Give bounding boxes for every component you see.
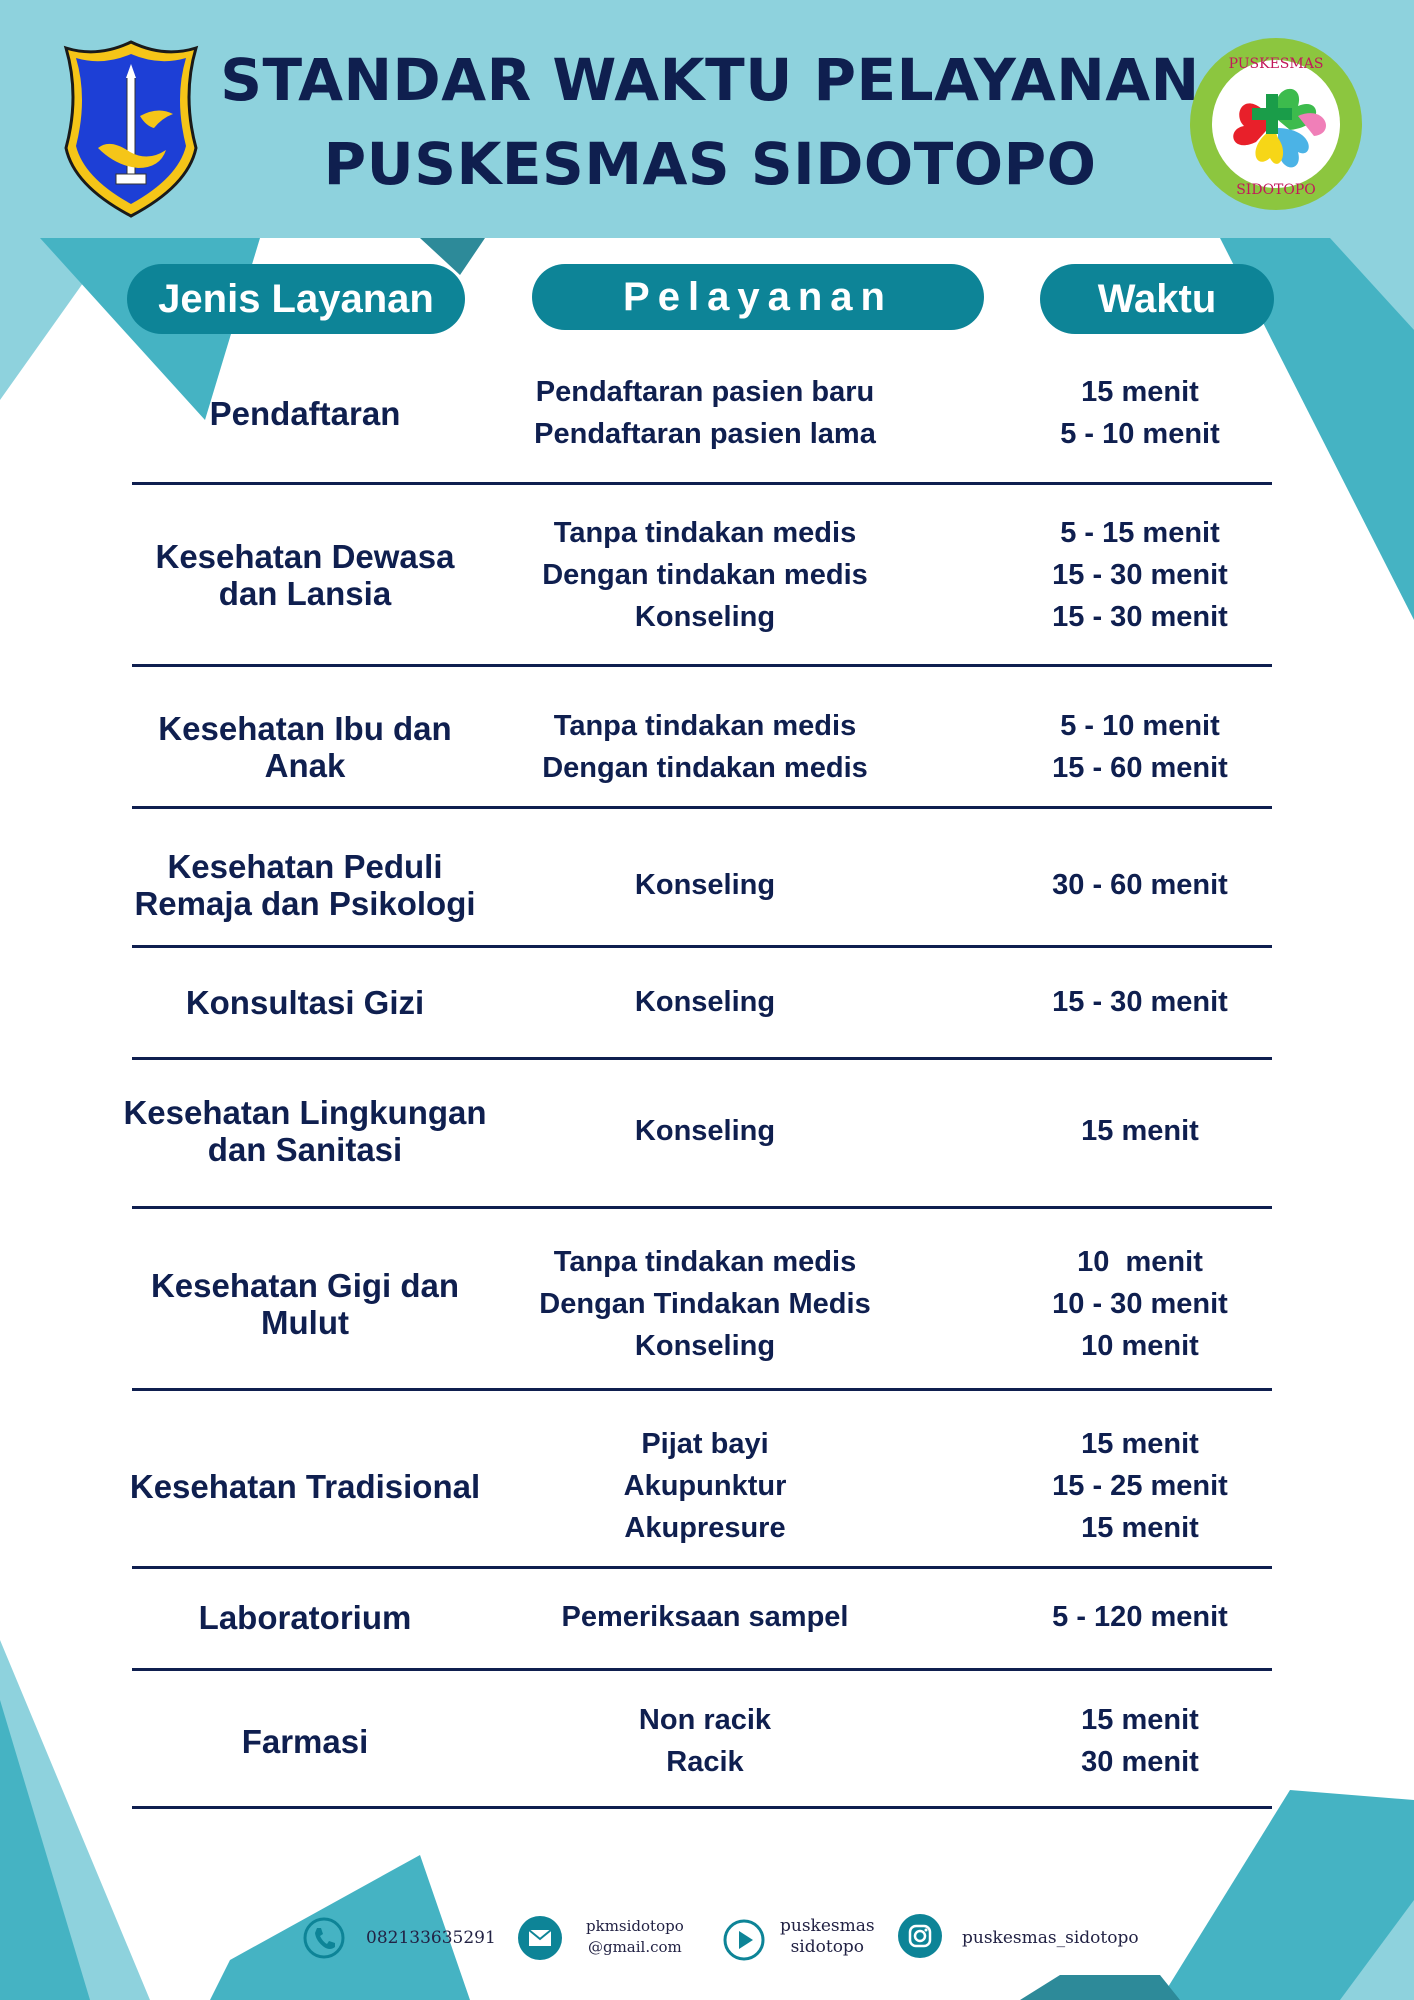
pelayanan-text: Tanpa tindakan medis <box>553 1246 857 1278</box>
pelayanan-text: Racik <box>666 1746 744 1778</box>
pelayanan-text: Akupresure <box>624 1512 786 1544</box>
cell-pelayanan <box>520 962 890 1042</box>
waktu-text: 10 - 30 menit <box>1052 1288 1228 1320</box>
cell-jenis <box>130 1586 480 1648</box>
table-row <box>130 1586 1272 1648</box>
cell-pelayanan <box>520 1586 890 1648</box>
pelayanan-text: Akupunktur <box>623 1470 787 1502</box>
jenis-text: Anak <box>264 747 346 784</box>
waktu-text: 5 - 15 menit <box>1060 517 1220 549</box>
pelayanan-text: Dengan tindakan medis <box>542 559 868 591</box>
table-row <box>130 682 1272 812</box>
email-line-2: @gmail.com <box>587 1938 682 1956</box>
pelayanan-text: Pijat bayi <box>641 1428 769 1460</box>
title-line-2: PUSKESMAS SIDOTOPO <box>323 130 1097 198</box>
pelayanan-text: Tanpa tindakan medis <box>553 710 857 742</box>
waktu-text: 15 menit <box>1081 1512 1199 1544</box>
waktu-text: 30 - 60 menit <box>1052 869 1228 901</box>
cell-waktu <box>1008 962 1272 1042</box>
pelayanan-text: Konseling <box>634 986 776 1018</box>
jenis-text: Kesehatan Gigi dan <box>150 1267 460 1304</box>
cell-waktu <box>1008 682 1272 812</box>
row-divider <box>132 664 1272 667</box>
youtube-line-1: puskesmas <box>780 1916 875 1936</box>
jenis-text: Kesehatan Dewasa <box>155 538 455 575</box>
email-icon[interactable] <box>518 1916 562 1960</box>
instagram-icon[interactable] <box>898 1914 942 1958</box>
jenis-text: Farmasi <box>241 1722 369 1760</box>
row-divider <box>132 1566 1272 1569</box>
column-header-waktu: Waktu <box>1040 264 1274 334</box>
jenis-text: dan Sanitasi <box>207 1131 403 1168</box>
cell-jenis <box>130 362 480 464</box>
youtube-channel[interactable] <box>780 1916 875 1958</box>
jenis-text: Kesehatan Peduli <box>167 848 443 885</box>
table-row <box>123 1076 1272 1186</box>
pelayanan-text: Konseling <box>634 869 776 901</box>
waktu-text: 15 menit <box>1081 376 1199 408</box>
jenis-text: dan Lansia <box>218 575 392 612</box>
cell-jenis <box>130 1686 480 1796</box>
row-divider <box>132 1206 1272 1209</box>
jenis-text: Mulut <box>261 1304 349 1341</box>
cell-pelayanan <box>520 362 890 464</box>
waktu-text: 15 menit <box>1081 1428 1199 1460</box>
phone-icon[interactable] <box>302 1916 346 1960</box>
pelayanan-text: Konseling <box>634 601 776 633</box>
cell-jenis <box>130 962 480 1042</box>
logo-text-bottom: SIDOTOPO <box>1236 182 1316 198</box>
waktu-text: 10 menit <box>1081 1330 1199 1362</box>
pelayanan-text: Tanpa tindakan medis <box>553 517 857 549</box>
waktu-text: 15 - 30 menit <box>1052 601 1228 633</box>
jenis-text: Kesehatan Tradisional <box>129 1467 481 1505</box>
cell-pelayanan <box>520 1406 890 1566</box>
instagram-handle[interactable]: puskesmas_sidotopo <box>962 1928 1139 1948</box>
cell-pelayanan <box>520 500 890 650</box>
table-row <box>130 500 1272 650</box>
waktu-text: 15 menit <box>1081 1704 1199 1736</box>
cell-jenis <box>123 1076 487 1186</box>
cell-waktu <box>1008 1076 1272 1186</box>
cell-waktu <box>1008 1224 1272 1384</box>
pelayanan-text: Pendaftaran pasien baru <box>535 376 875 408</box>
pelayanan-text: Non racik <box>638 1704 772 1736</box>
cell-jenis <box>130 682 480 812</box>
table-row <box>130 1224 1272 1384</box>
waktu-text: 15 - 60 menit <box>1052 752 1228 784</box>
column-header-pelayanan: Pelayanan <box>532 264 984 330</box>
cell-jenis <box>130 1224 480 1384</box>
cell-pelayanan <box>520 1686 890 1796</box>
pelayanan-text: Dengan tindakan medis <box>542 752 868 784</box>
waktu-text: 30 menit <box>1081 1746 1199 1778</box>
jenis-text: Konsultasi Gizi <box>185 983 425 1021</box>
cell-waktu <box>1008 1406 1272 1566</box>
table-row <box>130 1686 1272 1796</box>
waktu-text: 15 menit <box>1081 1115 1199 1147</box>
cell-jenis <box>130 500 480 650</box>
row-divider <box>132 1388 1272 1391</box>
cell-pelayanan <box>520 1076 890 1186</box>
email-line-1: pkmsidotopo <box>586 1917 684 1935</box>
cell-waktu <box>1008 1686 1272 1796</box>
waktu-text: 15 - 30 menit <box>1052 986 1228 1018</box>
waktu-text: 5 - 120 menit <box>1052 1601 1228 1633</box>
youtube-line-2: sidotopo <box>790 1937 865 1957</box>
waktu-text: 5 - 10 menit <box>1060 710 1220 742</box>
row-divider <box>132 1806 1272 1809</box>
cell-waktu <box>1008 362 1272 464</box>
jenis-text: Kesehatan Lingkungan <box>123 1094 487 1131</box>
pelayanan-text: Konseling <box>634 1330 776 1362</box>
table-row <box>130 962 1272 1042</box>
waktu-text: 10 menit <box>1077 1246 1203 1278</box>
cell-pelayanan <box>520 1224 890 1384</box>
row-divider <box>132 1668 1272 1671</box>
jenis-text: Pendaftaran <box>209 394 401 432</box>
table-row <box>130 826 1272 944</box>
waktu-text: 15 - 25 menit <box>1052 1470 1228 1502</box>
email-address[interactable] <box>586 1916 684 1958</box>
waktu-text: 15 - 30 menit <box>1052 559 1228 591</box>
pelayanan-text: Pendaftaran pasien lama <box>534 418 876 450</box>
column-header-jenis-layanan: Jenis Layanan <box>127 264 465 334</box>
pelayanan-text: Konseling <box>634 1115 776 1147</box>
row-divider <box>132 945 1272 948</box>
cell-waktu <box>1008 826 1272 944</box>
table-row <box>130 362 1272 464</box>
pelayanan-text: Dengan Tindakan Medis <box>539 1288 871 1320</box>
cell-jenis <box>130 826 480 944</box>
row-divider <box>132 1057 1272 1060</box>
youtube-play-icon[interactable] <box>722 1918 766 1962</box>
jenis-text: Laboratorium <box>198 1598 412 1636</box>
jenis-text: Kesehatan Ibu dan <box>158 710 452 747</box>
logo-text-top: PUSKESMAS <box>1228 56 1324 72</box>
table-row <box>130 1406 1272 1566</box>
cell-pelayanan <box>520 826 890 944</box>
waktu-text: 5 - 10 menit <box>1060 418 1220 450</box>
cell-jenis <box>130 1406 480 1566</box>
title-line-1: STANDAR WAKTU PELAYANAN <box>220 46 1200 114</box>
footer-contact <box>0 1900 1414 1970</box>
pelayanan-text: Pemeriksaan sampel <box>561 1601 849 1633</box>
row-divider <box>132 806 1272 809</box>
cell-waktu <box>1008 1586 1272 1648</box>
cell-pelayanan <box>520 682 890 812</box>
jenis-text: Remaja dan Psikologi <box>134 885 476 922</box>
row-divider <box>132 482 1272 485</box>
cell-waktu <box>1008 500 1272 650</box>
phone-number[interactable]: 082133635291 <box>366 1928 496 1948</box>
